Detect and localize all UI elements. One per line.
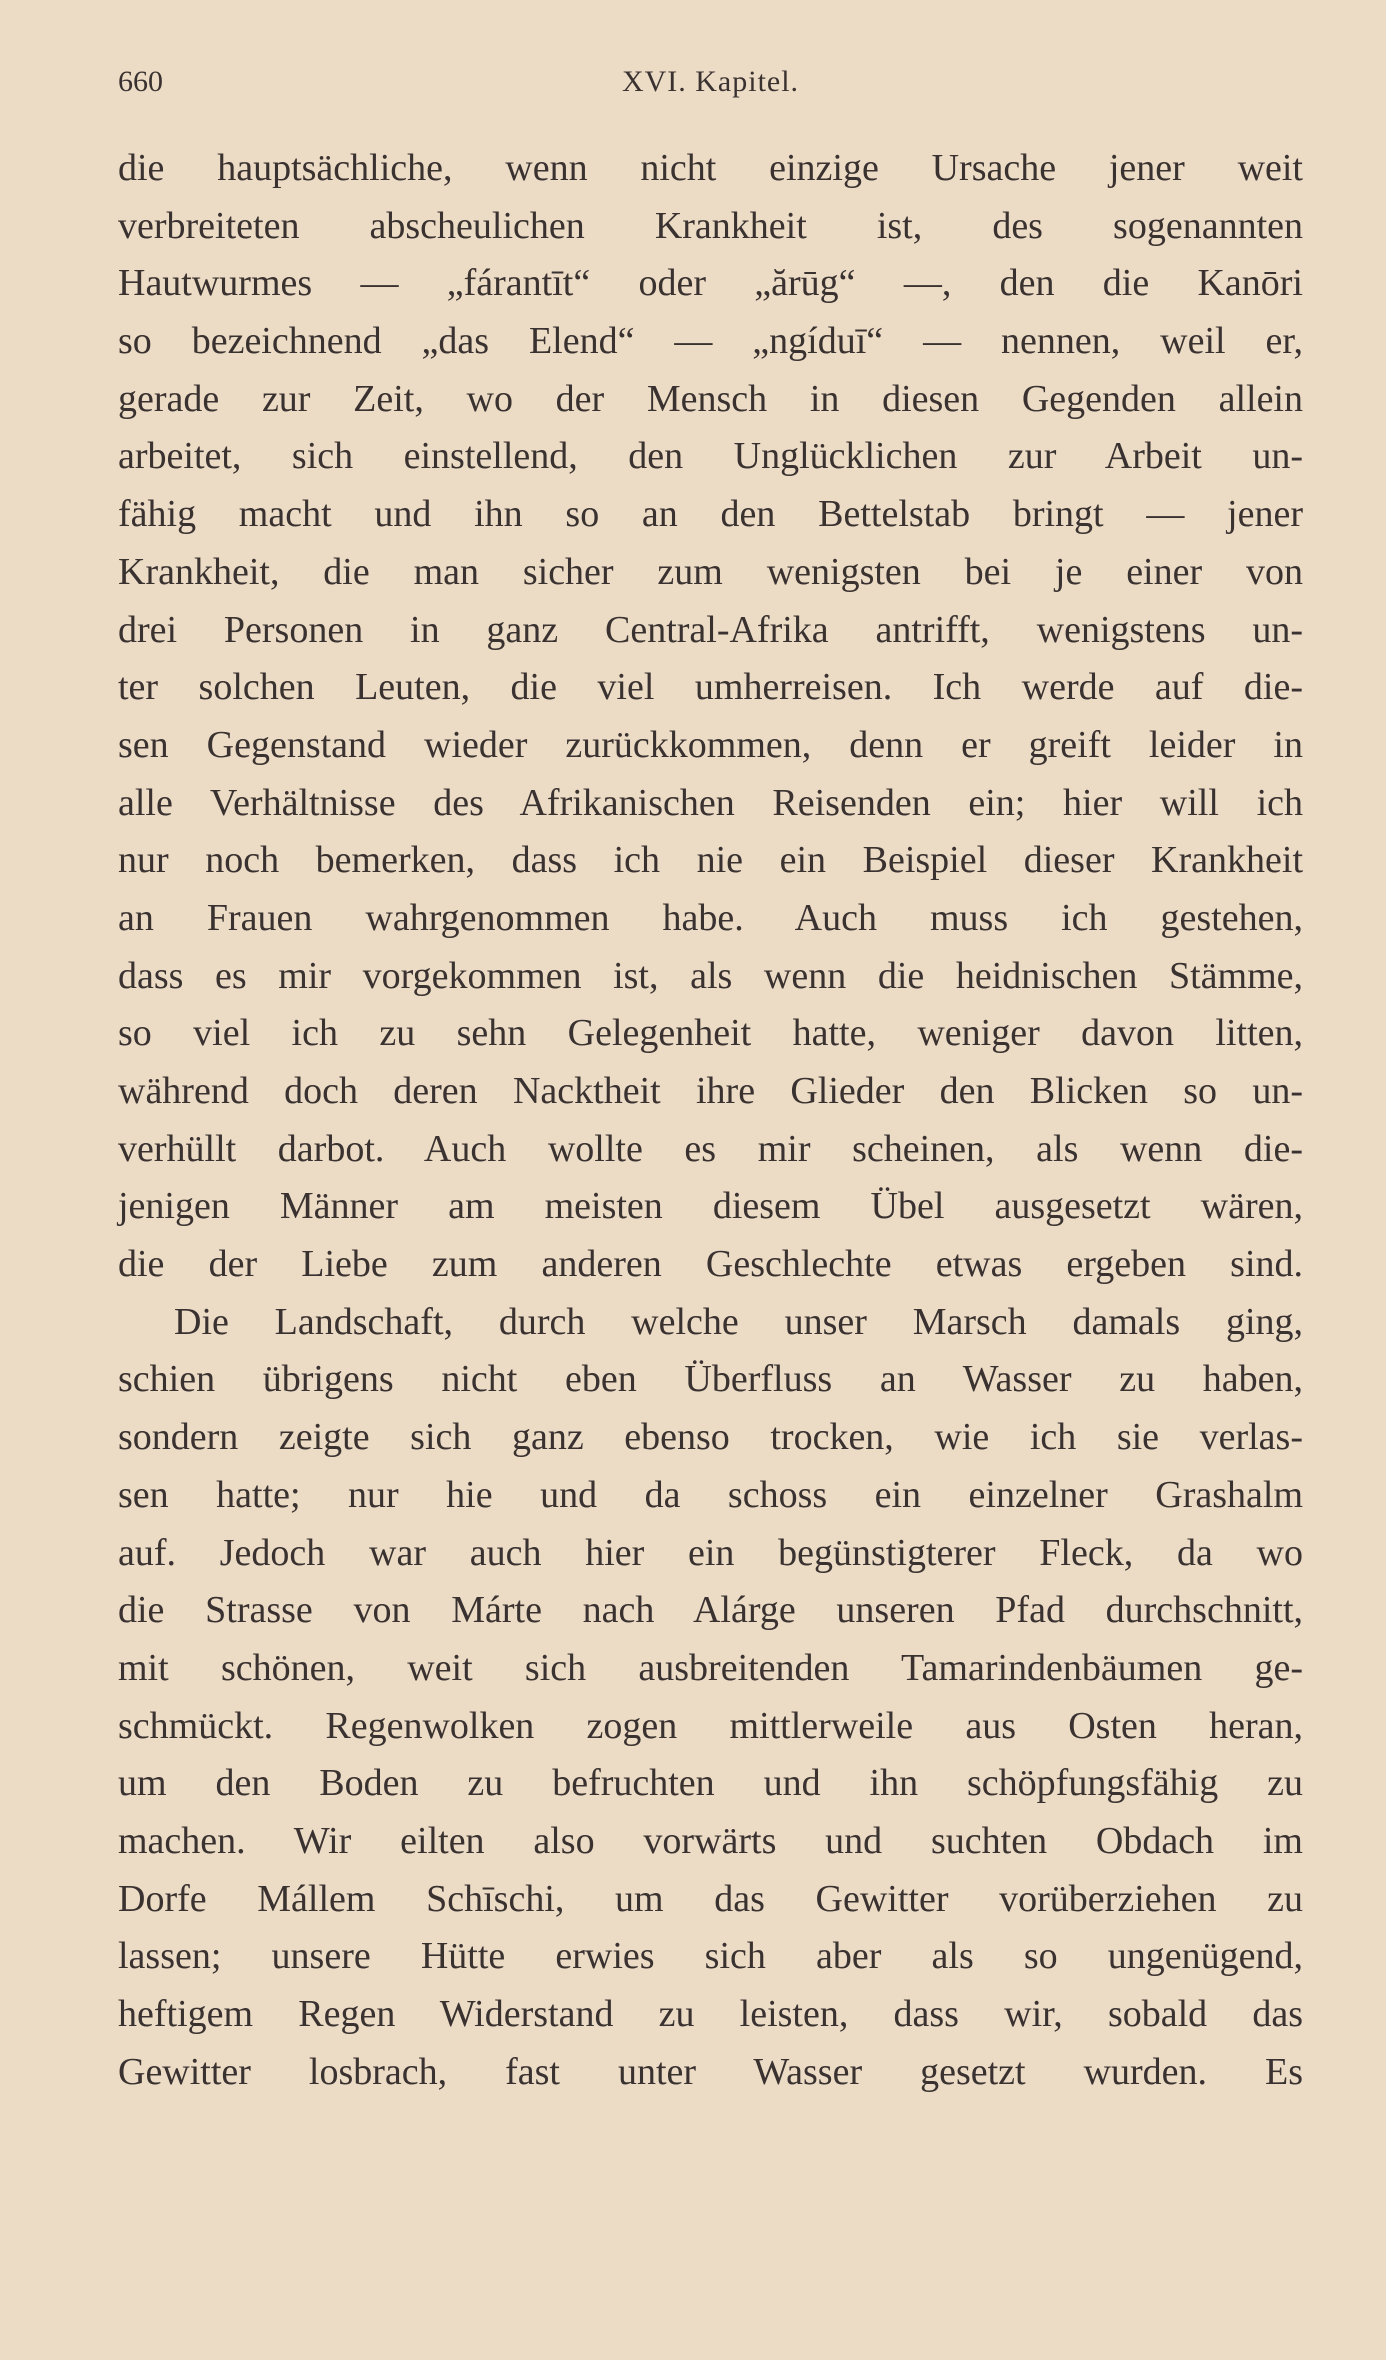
text-line: an Frauen wahrgenommen habe. Auch muss ich gestehen,	[118, 896, 1303, 939]
text-line: schien übrigens nicht eben Überfluss an Wasser zu haben,	[118, 1358, 1303, 1401]
text-line: ter solchen Leuten, die viel umherreisen. Ich werde auf die-	[118, 666, 1303, 709]
page-number: 660	[118, 65, 163, 98]
text-line: nur noch bemerken, dass ich nie ein Beispiel dieser Krankheit	[118, 839, 1303, 882]
text-line: machen. Wir eilten also vorwärts und suchten Obdach im	[118, 1819, 1303, 1862]
text-line: auf. Jedoch war auch hier ein begünstigterer Fleck, da wo	[118, 1531, 1303, 1574]
text-line: die der Liebe zum anderen Geschlechte etwas ergeben sind.	[118, 1243, 1303, 1286]
text-line: verbreiteten abscheulichen Krankheit ist, des sogenannten	[118, 204, 1303, 247]
text-line: sen hatte; nur hie und da schoss ein einzelner Grashalm	[118, 1473, 1303, 1516]
text-line: schmückt. Regenwolken zogen mittlerweile aus Osten heran,	[118, 1704, 1303, 1747]
text-line-paragraph-start: Die Landschaft, durch welche unser Marsch damals ging,	[174, 1300, 1303, 1343]
text-line: alle Verhältnisse des Afrikanischen Reisenden ein; hier will ich	[118, 781, 1303, 824]
text-line: jenigen Männer am meisten diesem Übel ausgesetzt wären,	[118, 1185, 1303, 1228]
running-head: XVI. Kapitel.	[621, 65, 800, 98]
text-line: dass es mir vorgekommen ist, als wenn die heidnischen Stämme,	[118, 954, 1303, 997]
text-line: Gewitter losbrach, fast unter Wasser gesetzt wurden. Es	[118, 2050, 1303, 2093]
text-line: so bezeichnend „das Elend“ — „ngíduī“ — nennen, weil er,	[118, 320, 1303, 363]
text-line: Dorfe Mállem Schīschi, um das Gewitter vorüberziehen zu	[118, 1877, 1303, 1920]
text-line: die hauptsächliche, wenn nicht einzige Ursache jener weit	[118, 147, 1303, 189]
text-line: sondern zeigte sich ganz ebenso trocken, wie ich sie verlas-	[118, 1416, 1303, 1459]
text-line: arbeitet, sich einstellend, den Unglücklichen zur Arbeit un-	[118, 435, 1303, 478]
text-line: mit schönen, weit sich ausbreitenden Tamarindenbäumen ge-	[118, 1646, 1303, 1689]
text-line: Krankheit, die man sicher zum wenigsten bei je einer von	[118, 550, 1303, 593]
body-text	[118, 140, 1303, 2101]
text-line: Hautwurmes — „fárantīt“ oder „ărūg“ —, den die Kanōri	[118, 262, 1303, 305]
text-line: drei Personen in ganz Central-Afrika antrifft, wenigstens un-	[118, 608, 1303, 651]
text-line: gerade zur Zeit, wo der Mensch in diesen Gegenden allein	[118, 377, 1303, 420]
text-line: lassen; unsere Hütte erwies sich aber als so ungenügend,	[118, 1935, 1303, 1978]
text-line: verhüllt darbot. Auch wollte es mir scheinen, als wenn die-	[118, 1127, 1303, 1170]
text-line: während doch deren Nacktheit ihre Glieder den Blicken so un-	[118, 1070, 1303, 1112]
text-line: um den Boden zu befruchten und ihn schöpfungsfähig zu	[118, 1762, 1303, 1805]
text-line: heftigem Regen Widerstand zu leisten, dass wir, sobald das	[118, 1993, 1303, 2035]
text-line: fähig macht und ihn so an den Bettelstab bringt — jener	[118, 493, 1303, 536]
text-line: die Strasse von Márte nach Alárge unseren Pfad durchschnitt,	[118, 1589, 1303, 1632]
text-line: sen Gegenstand wieder zurückkommen, denn er greift leider in	[118, 723, 1303, 766]
text-line: so viel ich zu sehn Gelegenheit hatte, weniger davon litten,	[118, 1012, 1303, 1055]
page-header	[118, 60, 1303, 104]
